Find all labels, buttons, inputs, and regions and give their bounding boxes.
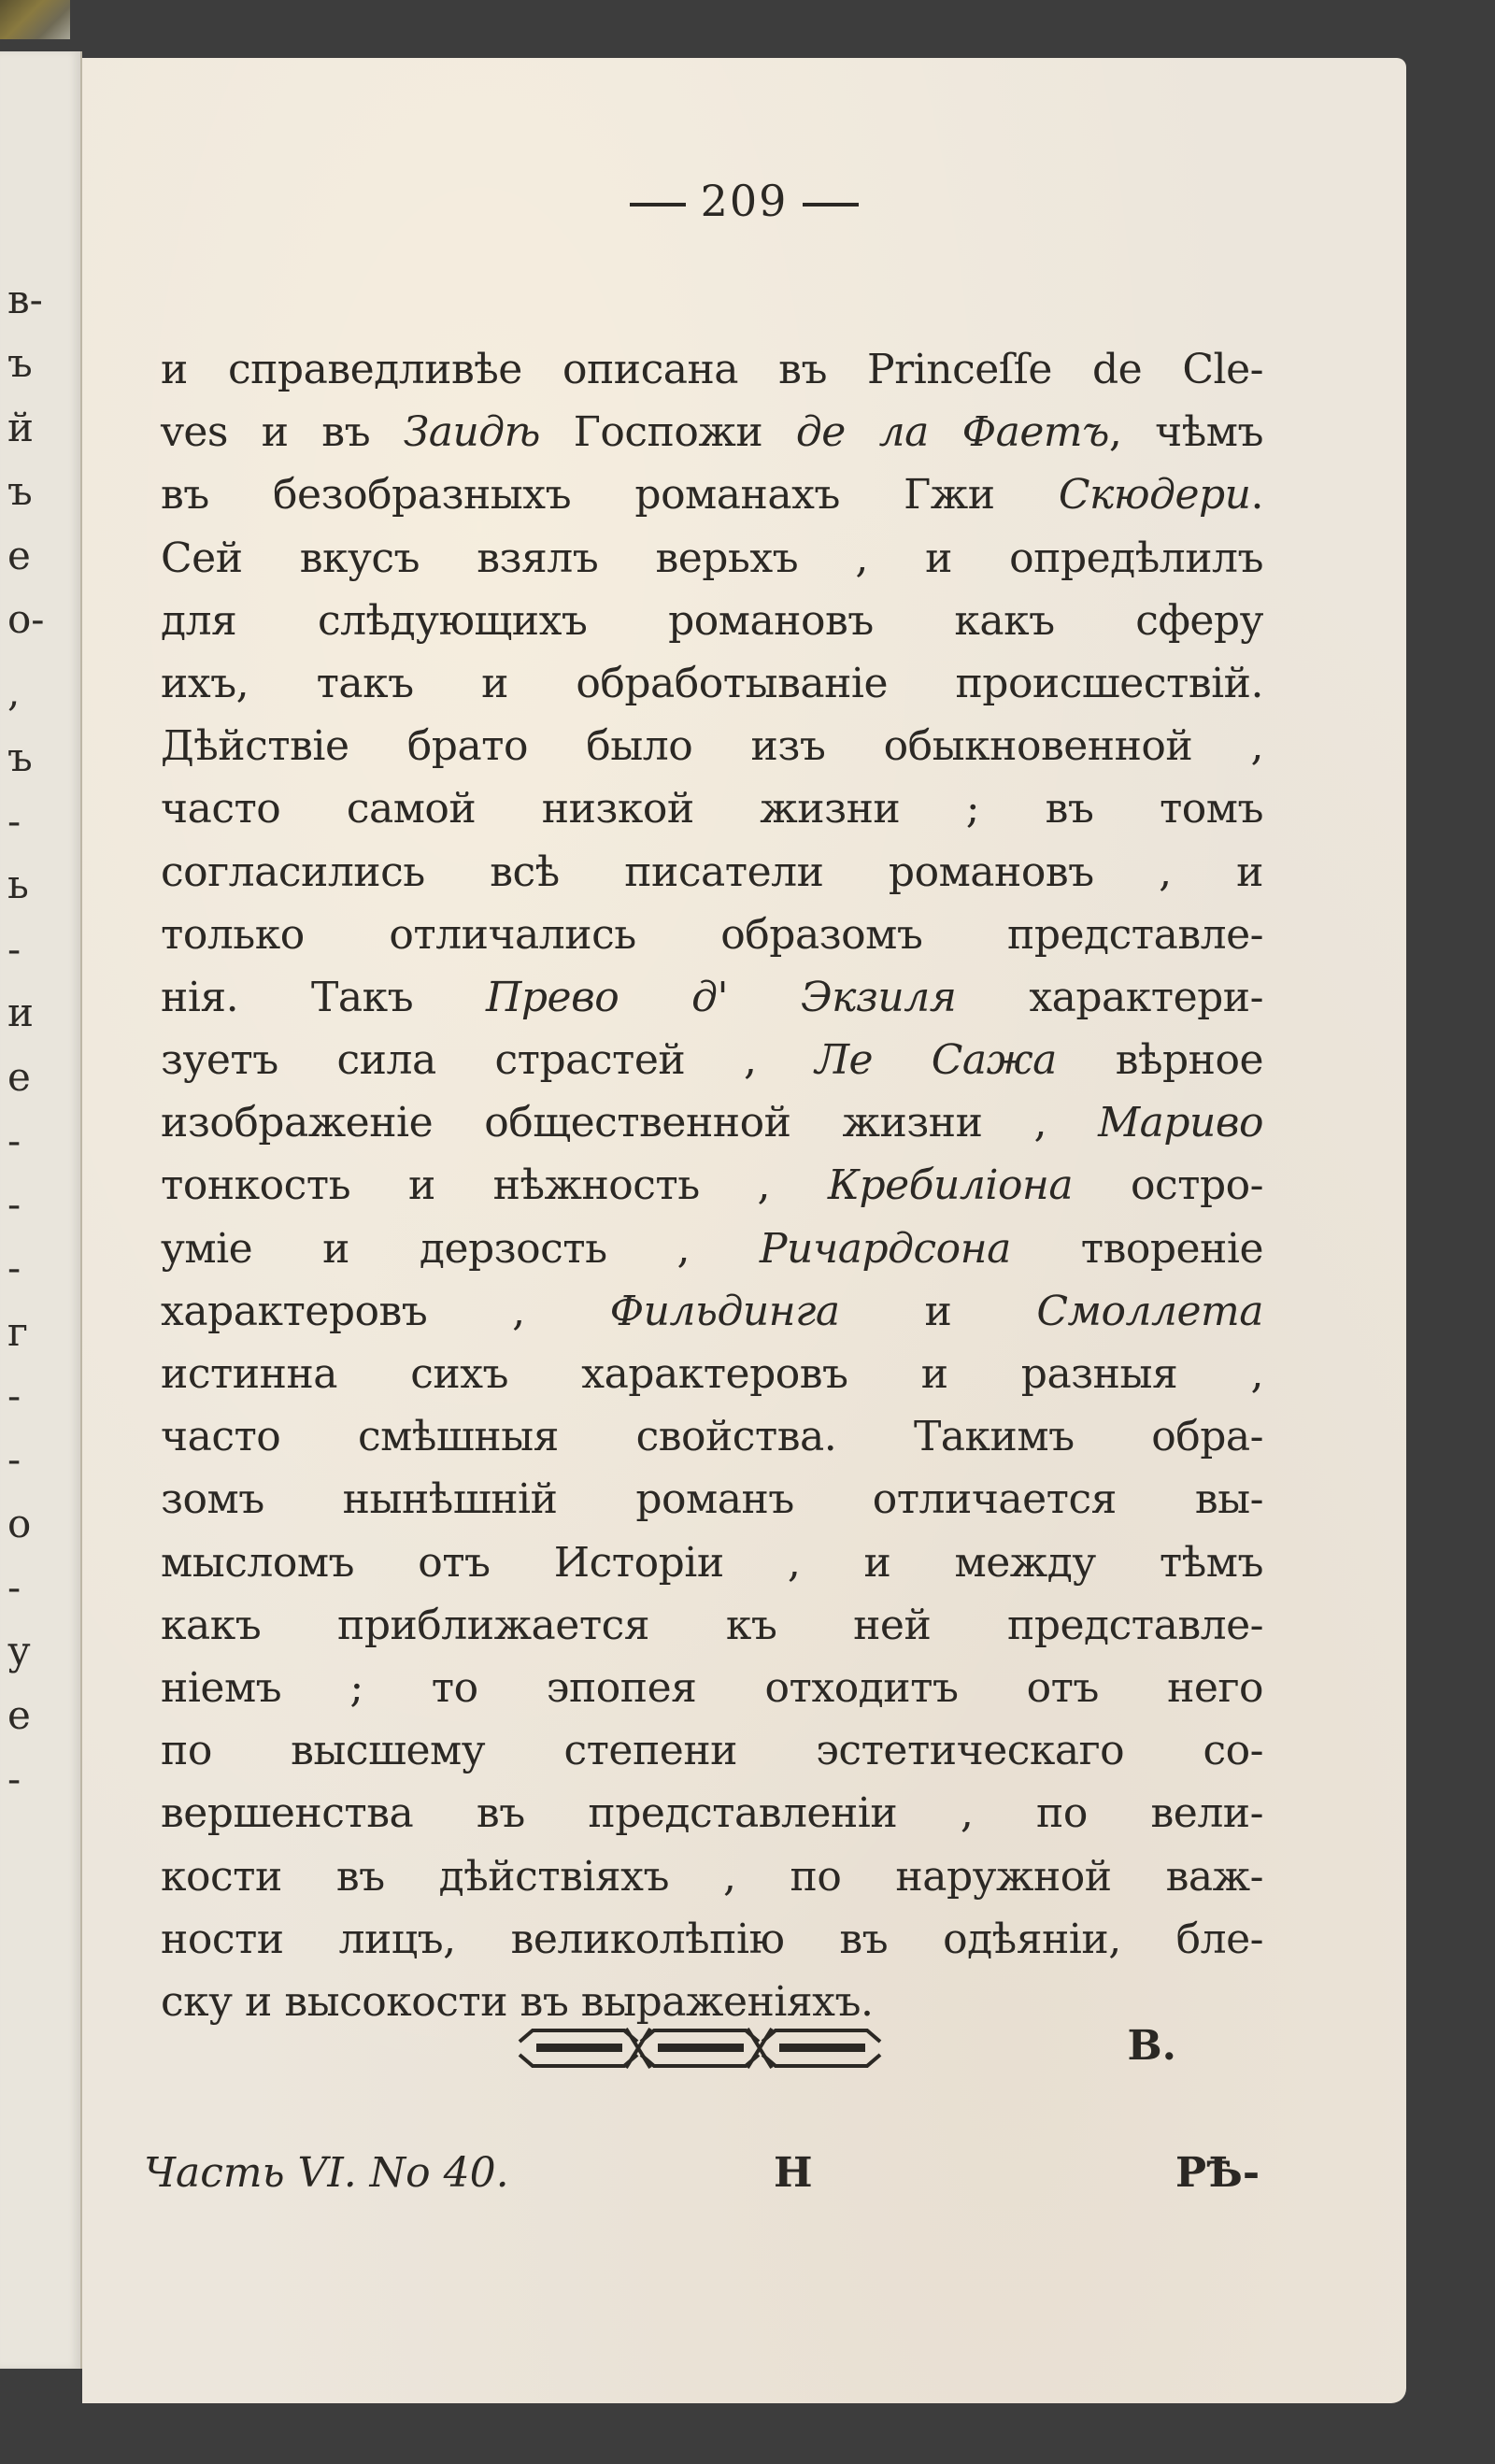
- page-number: 209: [700, 176, 789, 226]
- facing-page-glyph: е: [7, 1692, 31, 1738]
- page-number-header: [82, 176, 1406, 226]
- part-number: Часть VI. No 40.: [144, 2149, 509, 2197]
- facing-page-glyph: г: [7, 1309, 29, 1355]
- facing-page-glyph: -: [7, 926, 21, 972]
- text-line: Сей вкусъ взялъ верьхъ , и опредѣлилъ: [161, 534, 1263, 582]
- facing-page-glyph: -: [7, 1181, 21, 1227]
- text-line: ніемъ ; то эпопея отходитъ отъ него: [161, 1663, 1263, 1712]
- text-line: Дѣйствіе брато было изъ обыкновенной ,: [161, 722, 1263, 771]
- facing-page-glyph: -: [7, 1756, 21, 1802]
- text-line: зуетъ сила страстей , Ле Сажа вѣрное: [161, 1036, 1264, 1085]
- facing-page-glyph: ъ: [7, 734, 33, 780]
- text-line: мысломъ отъ Исторіи , и между тѣмъ: [161, 1538, 1263, 1587]
- dash-right: [803, 203, 859, 207]
- facing-page-glyph: й: [7, 405, 34, 450]
- signature-mark: Н: [774, 2149, 813, 2197]
- text-line: часто самой низкой жизни ; въ томъ: [161, 785, 1263, 833]
- text-line: ves и въ Заидѣ Госпожи де ла Фаетъ, чѣмъ: [161, 408, 1263, 457]
- text-line: ихъ, такъ и обработываніе происшествій.: [161, 659, 1263, 707]
- facing-page-glyph: -: [7, 1245, 21, 1290]
- text-line: нія. Такъ Прево д' Экзиля характери-: [161, 973, 1263, 1021]
- text-line: часто смѣшныя свойства. Такимъ обра-: [161, 1413, 1263, 1461]
- facing-page-glyph: и: [7, 990, 34, 1035]
- body-text: [161, 338, 1263, 2033]
- text-line: истинна сихъ характеровъ и разныя ,: [161, 1350, 1263, 1398]
- catchword: РѢ-: [1175, 2149, 1260, 2197]
- binding-edge: [0, 0, 70, 39]
- text-line: согласились всѣ писатели романовъ , и: [161, 847, 1263, 896]
- text-line: уміе и дерзость , Ричардсона твореніе: [161, 1224, 1263, 1273]
- facing-page-glyph: е: [7, 1054, 31, 1100]
- facing-page-strip: [0, 51, 82, 2369]
- text-line: ности лицъ, великолѣпію въ одѣяніи, бле-: [161, 1915, 1263, 1963]
- text-line: вершенства въ представленіи , по вели-: [161, 1789, 1263, 1838]
- text-line: кости въ дѣйствіяхъ , по наружной важ-: [161, 1852, 1263, 1901]
- facing-page-glyph: -: [7, 1436, 21, 1482]
- facing-page-glyph: -: [7, 1564, 21, 1610]
- facing-page-glyph: в-: [7, 277, 43, 322]
- facing-page-glyph: о-: [7, 596, 45, 642]
- facing-page-glyph: ,: [7, 669, 21, 715]
- facing-page-glyph: ь: [7, 862, 29, 907]
- facing-page-glyph: о: [7, 1501, 32, 1546]
- text-line: зомъ нынѣшній романъ отличается вы-: [161, 1475, 1263, 1524]
- facing-page-glyph: -: [7, 798, 21, 844]
- facing-page-glyph: ъ: [7, 468, 33, 514]
- text-line: въ безобразныхъ романахъ Гжи Скюдери.: [161, 471, 1263, 520]
- author-signature: В.: [1127, 2022, 1176, 2070]
- facing-page-glyph: у: [7, 1628, 31, 1674]
- text-line: тонкость и нѣжность , Кребиліона остро-: [161, 1161, 1264, 1210]
- braided-rule-ornament-icon: [514, 2025, 883, 2070]
- text-line: и справедливѣе описана въ Princeſſe de Cle-: [161, 346, 1263, 393]
- text-line: изображеніе общественной жизни , Мариво: [161, 1099, 1263, 1147]
- facing-page-glyph: -: [7, 1118, 21, 1163]
- text-line: ску и высокости въ выраженіяхъ.: [161, 1977, 874, 2026]
- text-line: какъ приближается къ ней представле-: [161, 1601, 1263, 1649]
- text-line: по высшему степени эстетическаго со-: [161, 1727, 1263, 1775]
- dash-left: [630, 203, 686, 207]
- facing-page-glyph: ъ: [7, 340, 33, 386]
- text-line: только отличались образомъ представле-: [161, 910, 1263, 959]
- text-line: для слѣдующихъ романовъ какъ сферу: [161, 596, 1263, 645]
- text-line: характеровъ , Фильдинга и Смоллета: [161, 1287, 1263, 1335]
- facing-page-glyph: е: [7, 533, 31, 578]
- facing-page-glyph: -: [7, 1373, 21, 1418]
- book-page: [82, 58, 1406, 2403]
